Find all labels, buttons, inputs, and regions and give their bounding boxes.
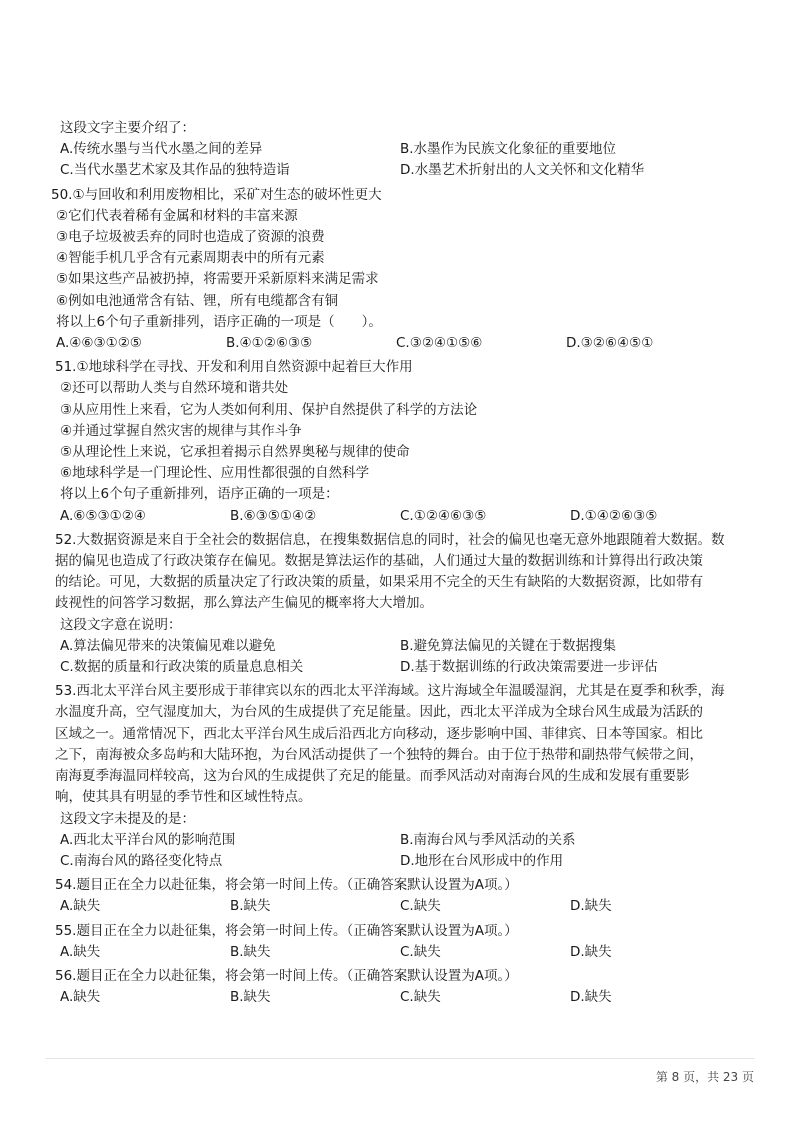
question-line: ⑤如果这些产品被扔掉，将需要开采新原料来满足需求: [56, 271, 379, 288]
option-a: A.⑥⑤③①②④: [60, 507, 146, 524]
question-line: ⑥例如电池通常含有钴、锂，所有电缆都含有铜: [56, 292, 339, 309]
question-stem: 55.题目正在全力以赴征集，将会第一时间上传。（正确答案默认设置为A项。）: [55, 922, 518, 939]
option-d: D.③②⑥④⑤①: [566, 335, 654, 352]
question-line: ④并通过掌握自然灾害的规律与其作斗争: [60, 422, 302, 439]
question-line: 水温度升高，空气湿度加大，为台风的生成提供了充足能量。因此，西北太平洋成为全球台风生成最为活跃的: [55, 704, 703, 721]
page-content: [51, 118, 760, 1011]
question-line: 之下，南海被众多岛屿和大陆环抱，为台风活动提供了一个独特的舞台。由于位于热带和副热带气候带之间，: [55, 746, 703, 763]
option-a: A.缺失: [60, 943, 101, 960]
option-grid: [56, 333, 760, 354]
question-50: [51, 185, 760, 355]
option-b: B.④①②⑥③⑤: [226, 335, 313, 352]
option-c: C.缺失: [400, 943, 441, 960]
option-d: D.缺失: [570, 898, 612, 915]
option-grid: [60, 987, 760, 1008]
option-c: C.数据的质量和行政决策的质量息息相关: [60, 659, 304, 676]
option-c: C.缺失: [400, 989, 441, 1006]
option-d: D.基于数据训练的行政决策需要进一步评估: [400, 659, 658, 676]
option-grid: [60, 506, 760, 527]
question-line: ⑥地球科学是一门理论性、应用性都很强的自然科学: [60, 465, 370, 482]
question-53: [55, 681, 760, 872]
question-line: 将以上6个句子重新排列，语序正确的一项是（ ）。: [56, 313, 382, 330]
question-line: ③电子垃圾被丢弃的同时也造成了资源的浪费: [56, 229, 325, 246]
option-c: C.①②④⑥③⑤: [400, 507, 487, 524]
option-a: A.算法偏见带来的决策偏见难以避免: [60, 637, 276, 654]
question-stem: 56.题目正在全力以赴征集，将会第一时间上传。（正确答案默认设置为A项。）: [55, 967, 518, 984]
option-c: C.③②④①⑤⑥: [396, 335, 483, 352]
option-grid: [60, 139, 760, 181]
option-b: B.缺失: [230, 989, 271, 1006]
option-grid: [60, 942, 760, 963]
question-line: 50.①与回收和利用废物相比，采矿对生态的破坏性更大: [51, 186, 382, 203]
question-55: [55, 921, 760, 963]
option-b: B.南海台风与季风活动的关系: [400, 831, 576, 848]
option-d: D.缺失: [570, 989, 612, 1006]
question-56: [55, 966, 760, 1008]
question-stem: 这段文字未提及的是：: [60, 810, 195, 827]
option-grid: [60, 830, 760, 872]
page-number: 第 8 页，共 23 页: [655, 1070, 754, 1084]
option-a: A.西北太平洋台风的影响范围: [60, 831, 236, 848]
option-grid: [60, 636, 760, 678]
question-line: 据的偏见也造成了行政决策存在偏见。数据是算法运作的基础，人们通过大量的数据训练和计算得出行政决策: [55, 553, 703, 570]
question-line: 南海夏季海温同样较高，这为台风的生成提供了充足的能量。而季风活动对南海台风的生成和发展有重要影: [55, 768, 690, 785]
question-51: [55, 357, 760, 527]
option-a: A.④⑥③①②⑤: [56, 335, 142, 352]
question-line: ⑤从理论性上来说，它承担着揭示自然界奥秘与规律的使命: [60, 444, 410, 461]
question-line: 51.①地球科学在寻找、开发和利用自然资源中起着巨大作用: [55, 359, 413, 376]
question-line: ③从应用性上来看，它为人类如何利用、保护自然提供了科学的方法论: [60, 401, 478, 418]
question-line: 将以上6个句子重新排列，语序正确的一项是：: [60, 486, 339, 503]
question-line: ②还可以帮助人类与自然环境和谐共处: [60, 380, 289, 397]
footer-divider: [45, 1058, 755, 1059]
question-line: 的结论。可见，大数据的质量决定了行政决策的质量，如果采用不完全的天生有缺陷的大数据资源，比如带有: [55, 574, 703, 591]
question-line: 歧视性的问答学习数据，那么算法产生偏见的概率将大大增加。: [55, 595, 433, 612]
option-b: B.缺失: [230, 898, 271, 915]
question-line: 区域之一。通常情况下，西北太平洋台风生成后沿西北方向移动，逐步影响中国、菲律宾、日本等国家。相比: [55, 725, 703, 742]
option-a: A.传统水墨与当代水墨之间的差异: [60, 141, 263, 158]
question-52: [55, 530, 760, 678]
option-b: B.缺失: [230, 943, 271, 960]
question-54: [55, 875, 760, 917]
option-a: A.缺失: [60, 898, 101, 915]
option-c: C.缺失: [400, 898, 441, 915]
option-b: B.⑥③⑤①④②: [230, 507, 317, 524]
option-d: D.缺失: [570, 943, 612, 960]
option-a: A.缺失: [60, 989, 101, 1006]
question-stem: 这段文字意在说明：: [60, 616, 182, 633]
question-line: ②它们代表着稀有金属和材料的丰富来源: [56, 207, 298, 224]
option-c: C.当代水墨艺术家及其作品的独特造诣: [60, 162, 290, 179]
question-line: 52.大数据资源是来自于全社会的数据信息，在搜集数据信息的同时，社会的偏见也毫无意外地跟随着大数据。数: [55, 531, 725, 548]
question-stem: 54.题目正在全力以赴征集，将会第一时间上传。（正确答案默认设置为A项。）: [55, 877, 518, 894]
option-d: D.水墨艺术折射出的人文关怀和文化精华: [400, 162, 645, 179]
option-d: D.①④②⑥③⑤: [570, 507, 658, 524]
option-c: C.南海台风的路径变化特点: [60, 852, 223, 869]
option-grid: [60, 896, 760, 917]
question-49-tail: [60, 118, 760, 182]
option-b: B.避免算法偏见的关键在于数据搜集: [400, 637, 617, 654]
question-line: ④智能手机几乎含有元素周期表中的所有元素: [56, 250, 325, 267]
question-line: 53.西北太平洋台风主要形成于菲律宾以东的西北太平洋海域。这片海域全年温暖湿润，尤其是在夏季和秋季，海: [55, 683, 725, 700]
option-d: D.地形在台风形成中的作用: [400, 852, 564, 869]
option-b: B.水墨作为民族文化象征的重要地位: [400, 141, 617, 158]
question-stem: 这段文字主要介绍了：: [60, 120, 195, 136]
question-line: 响，使其具有明显的季节性和区域性特点。: [55, 789, 312, 806]
